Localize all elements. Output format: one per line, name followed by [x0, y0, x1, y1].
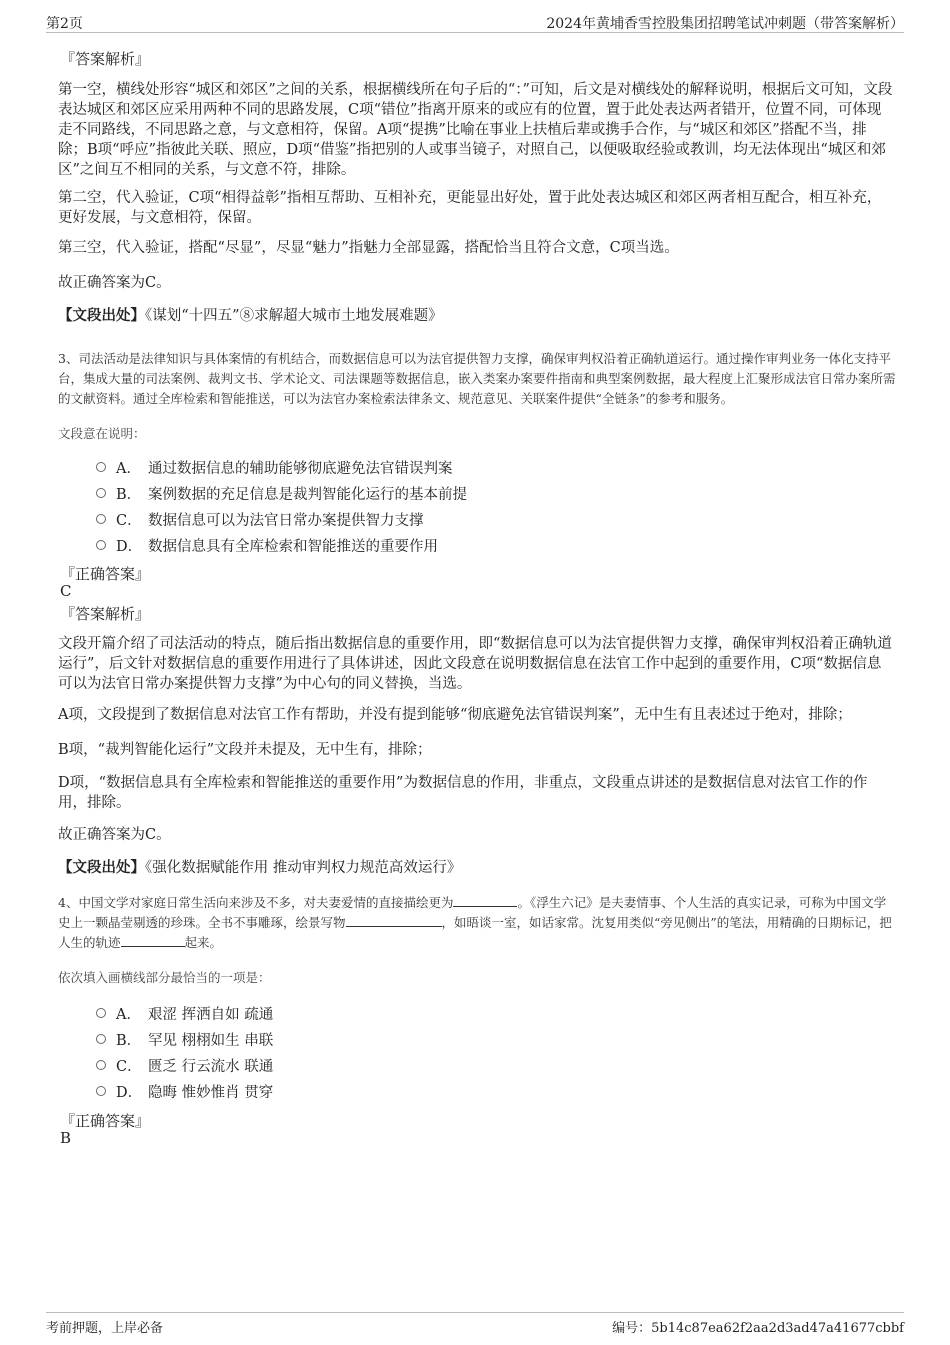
- source-line: [58, 858, 894, 878]
- document-code: 编号：5b14c87ea62f2aa2d3ad47a41677cbbf: [612, 1321, 904, 1336]
- radio-icon[interactable]: [96, 1086, 106, 1096]
- conclusion: 故正确答案为C。: [58, 827, 171, 843]
- question-4-prompt: 依次填入画横线部分最恰当的一项是：: [58, 970, 271, 985]
- footer-slogan: 考前押题，上岸必备: [46, 1321, 164, 1336]
- option-letter: C．: [116, 512, 142, 529]
- correct-answer-value: C: [60, 582, 72, 600]
- source-title: 《谋划“十四五”⑧求解超大城市土地发展难题》: [145, 308, 443, 324]
- source-title: 《强化数据赋能作用 推动审判权力规范高效运行》: [145, 860, 462, 876]
- option-letter: A．: [116, 1006, 141, 1023]
- analysis-paragraph-3: 第三空，代入验证，搭配“尽显”，尽显“魅力”指魅力全部显露，搭配恰当且符合文意，C项当选。: [58, 240, 679, 256]
- radio-icon[interactable]: [96, 1008, 106, 1018]
- conclusion: 故正确答案为C。: [58, 275, 171, 291]
- blank-1: [453, 894, 517, 907]
- radio-icon[interactable]: [96, 488, 106, 498]
- source-label: 【文段出处】: [58, 307, 145, 324]
- radio-icon[interactable]: [96, 1034, 106, 1044]
- radio-icon[interactable]: [96, 1060, 106, 1070]
- document-title: 2024年黄埔香雪控股集团招聘笔试冲刺题（带答案解析）: [546, 16, 904, 32]
- question-3-text: 3、司法活动是法律知识与具体案情的有机结合，而数据信息可以为法官提供智力支撑，确保审判权沿着正确轨道运行。通过操作审判业务一体化支持平台，集成大量的司法案例、裁判文书、学术论文、司法课题等数据信息，嵌入类案办案要件指南和典型案例数据，最大程度上汇聚形成法官日常办案所需的文献资料。通过全库检索和智能推送，可以为法官办案检索法律条文、规范意见、关联案件提供“全链条”的参考和服务。: [58, 351, 896, 406]
- option-a[interactable]: [96, 1003, 273, 1023]
- correct-answer-value: B: [60, 1129, 72, 1147]
- option-text: 案例数据的充足信息是裁判智能化运行的基本前提: [148, 486, 467, 503]
- option-text: 数据信息可以为法官日常办案提供智力支撑: [148, 512, 424, 529]
- analysis-paragraph-4: D项，“数据信息具有全库检索和智能推送的重要作用”为数据信息的作用，非重点，文段重点讲述的是数据信息对法官工作的作用，排除。: [58, 775, 868, 811]
- option-a[interactable]: [96, 457, 453, 477]
- page-header: [46, 10, 904, 33]
- option-b[interactable]: [96, 1029, 273, 1049]
- analysis-paragraph-1: 文段开篇介绍了司法活动的特点，随后指出数据信息的重要作用，即“数据信息可以为法官提供智力支撑，确保审判权沿着正确轨道运行”，后文针对数据信息的重要作用进行了具体讲述，因此文段意在说明数据信息在法官工作中起到的重要作用，C项“数据信息可以为法官日常办案提供智力支撑”为中心句的同义替换，当选。: [58, 636, 892, 692]
- correct-answer-label: 『正确答案』: [60, 1112, 151, 1130]
- option-text: 数据信息具有全库检索和智能推送的重要作用: [148, 538, 438, 555]
- option-letter: B．: [116, 1032, 142, 1049]
- analysis-paragraph-2: A项，文段提到了数据信息对法官工作有帮助，并没有提到能够“彻底避免法官错误判案”，无中生有且表述过于绝对，排除；: [58, 707, 852, 723]
- option-letter: A．: [116, 460, 141, 477]
- option-letter: B．: [116, 486, 142, 503]
- analysis-paragraph-2: 第二空，代入验证，C项“相得益彰”指相互帮助、互相补充，更能显出好处，置于此处表达城区和郊区两者相互配合，相互补充，更好发展，与文意相符，保留。: [58, 190, 882, 226]
- option-d[interactable]: [96, 535, 438, 555]
- analysis-paragraph-3: B项，“裁判智能化运行”文段并未提及，无中生有，排除；: [58, 742, 432, 758]
- option-letter: D．: [116, 538, 143, 555]
- blank-2: [346, 914, 442, 927]
- radio-icon[interactable]: [96, 540, 106, 550]
- question-4-part-1: 4、中国文学对家庭日常生活向来涉及不多，对夫妻爱情的直接描绘更为: [58, 895, 454, 910]
- option-text: 隐晦 惟妙惟肖 贯穿: [148, 1084, 274, 1101]
- option-letter: D．: [116, 1084, 143, 1101]
- analysis-paragraph-1: 第一空，横线处形容“城区和郊区”之间的关系，根据横线所在句子后的“：”可知，后文是对横线处的解释说明，根据后文可知，文段表达城区和郊区应采用两种不同的思路发展，C项“错位”指离开原来的或应有的位置，置于此处表达两者错开，位置不同，可体现走不同路线，不同思路之意，与文意相符，保留。A项“提携”比喻在事业上扶植后辈或携手合作，与“城区和郊区”搭配不当，排除；B项“呼应”指彼此关联、照应，D项“借鉴”指把别的人或事当镜子，对照自己，以便吸取经验或教训，均无法体现出“城区和郊区”之间互不相同的关系，与文意不符，排除。: [58, 82, 893, 178]
- source-label: 【文段出处】: [58, 859, 145, 876]
- analysis-label: 『答案解析』: [60, 605, 151, 623]
- option-text: 通过数据信息的辅助能够彻底避免法官错误判案: [148, 460, 453, 477]
- option-text: 匮乏 行云流水 联通: [148, 1058, 274, 1075]
- question-4-part-2: 。《浮生六记》是夫妻情事、个人生活的真实记录，可称为中国文学史上一颗晶莹剔透的珍珠。全书不事雕琢，绘景写物: [58, 895, 887, 930]
- question-4-text: [58, 893, 896, 953]
- option-c[interactable]: [96, 1055, 273, 1075]
- question-3-prompt: 文段意在说明：: [58, 426, 146, 441]
- radio-icon[interactable]: [96, 462, 106, 472]
- question-4-part-4: 起来。: [184, 935, 223, 950]
- radio-icon[interactable]: [96, 514, 106, 524]
- page-footer: [46, 1312, 904, 1335]
- source-line: [58, 306, 894, 326]
- page-number: 第2页: [46, 16, 83, 32]
- question-4-part-3: ，如晤谈一室，如话家常。沈复用类似“旁见侧出”的笔法，用精确的日期标记，把人生的轨迹: [58, 915, 892, 950]
- analysis-label: 『答案解析』: [60, 50, 151, 68]
- correct-answer-label: 『正确答案』: [60, 565, 151, 583]
- option-d[interactable]: [96, 1081, 273, 1101]
- option-letter: C．: [116, 1058, 142, 1075]
- option-text: 艰涩 挥洒自如 疏通: [148, 1006, 274, 1023]
- blank-3: [121, 934, 185, 947]
- option-b[interactable]: [96, 483, 467, 503]
- option-c[interactable]: [96, 509, 424, 529]
- option-text: 罕见 栩栩如生 串联: [148, 1032, 274, 1049]
